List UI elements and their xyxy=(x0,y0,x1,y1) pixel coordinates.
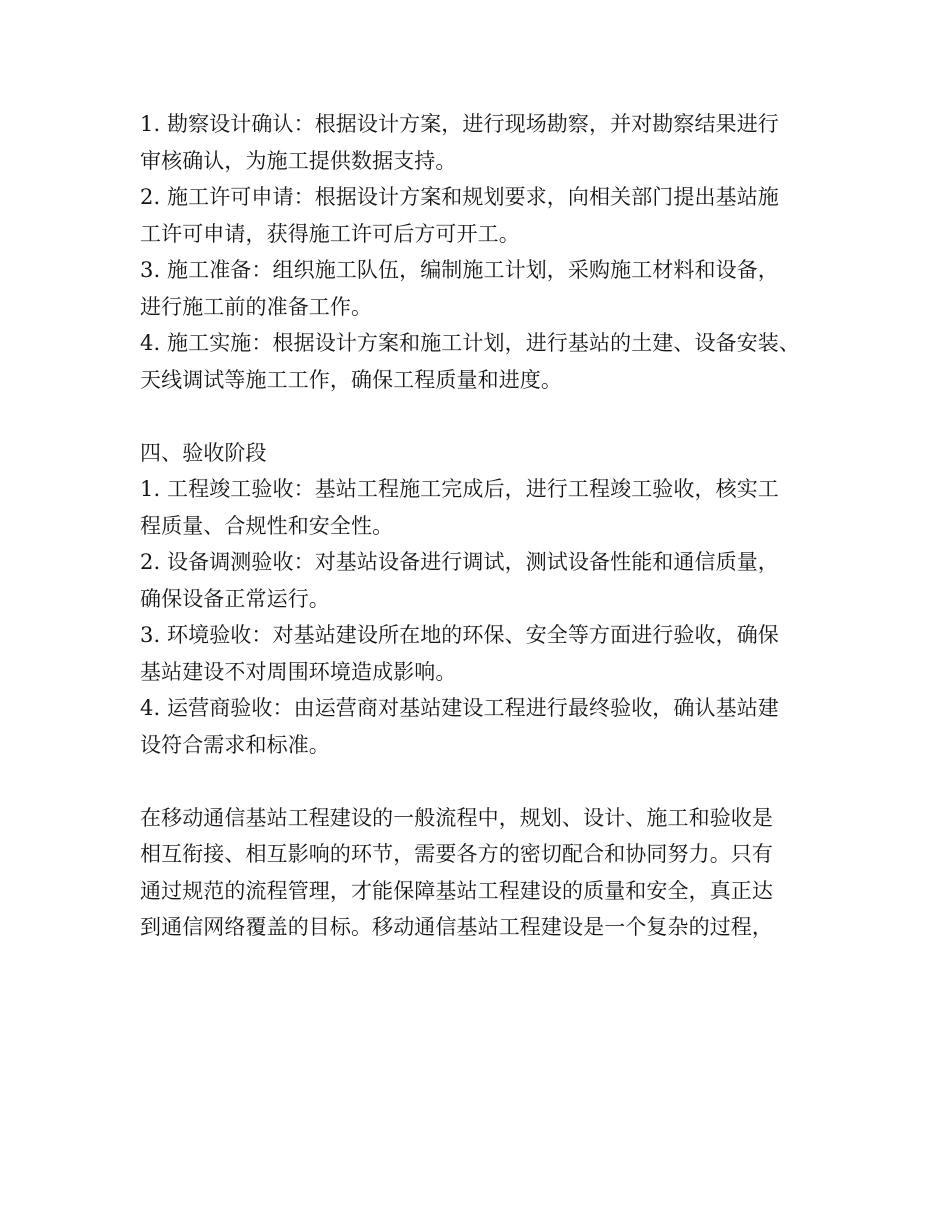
text-line: 3. 环境验收：对基站建设所在地的环保、安全等方面进行验收，确保 xyxy=(140,623,779,647)
text-line: 天线调试等施工工作，确保工程质量和进度。 xyxy=(140,367,562,392)
acceptance-steps xyxy=(140,471,840,763)
paragraph-gap xyxy=(140,763,840,800)
construction-steps xyxy=(140,106,840,398)
text-line: 基站建设不对周围环境造成影响。 xyxy=(140,659,457,684)
text-line: 确保设备正常运行。 xyxy=(140,586,330,611)
text-line: 审核确认，为施工提供数据支持。 xyxy=(140,148,457,173)
text-line: 相互衔接、相互影响的环节，需要各方的密切配合和协同努力。只有 xyxy=(140,842,773,866)
text-line: 程质量、合规性和安全性。 xyxy=(140,513,394,538)
conclusion-paragraph xyxy=(140,800,840,946)
text-line: 通过规范的流程管理，才能保障基站工程建设的质量和安全，真正达 xyxy=(140,878,773,903)
text-line: 到通信网络覆盖的目标。移动通信基站工程建设是一个复杂的过程， xyxy=(140,915,773,939)
text-line: 2. 设备调测验收：对基站设备进行调试，测试设备性能和通信质量， xyxy=(140,550,779,574)
paragraph-gap xyxy=(140,398,840,435)
text-line: 4. 运营商验收：由运营商对基站建设工程进行最终验收，确认基站建 xyxy=(140,696,779,720)
text-line: 设符合需求和标准。 xyxy=(140,732,330,757)
text-line: 1. 工程竣工验收：基站工程施工完成后，进行工程竣工验收，核实工 xyxy=(140,477,779,501)
text-line: 4. 施工实施：根据设计方案和施工计划，进行基站的土建、设备安装、 xyxy=(140,331,801,355)
section-heading: 四、验收阶段 xyxy=(140,440,267,465)
document-body xyxy=(140,106,840,946)
text-line: 在移动通信基站工程建设的一般流程中，规划、设计、施工和验收是 xyxy=(140,805,773,830)
text-line: 工许可申请，获得施工许可后方可开工。 xyxy=(140,221,520,246)
text-line: 2. 施工许可申请：根据设计方案和规划要求，向相关部门提出基站施 xyxy=(140,185,779,209)
text-line: 3. 施工准备：组织施工队伍，编制施工计划，采购施工材料和设备， xyxy=(140,258,779,282)
text-line: 进行施工前的准备工作。 xyxy=(140,294,373,319)
text-line: 1. 勘察设计确认：根据设计方案，进行现场勘察，并对勘察结果进行 xyxy=(140,112,779,136)
